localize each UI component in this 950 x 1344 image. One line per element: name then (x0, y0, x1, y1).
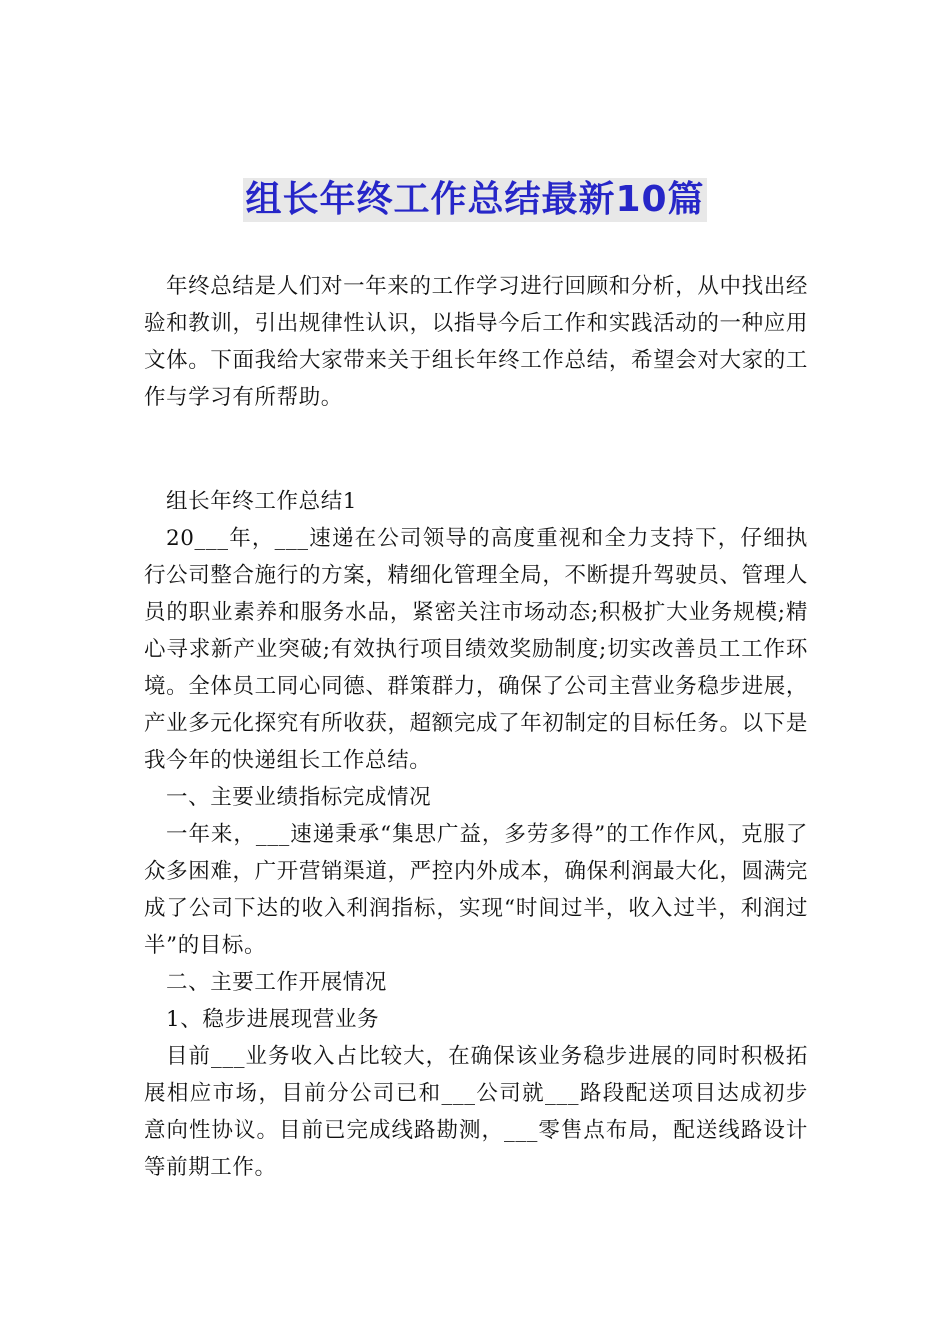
heading-1: 一、主要业绩指标完成情况 (166, 785, 432, 810)
paragraph-2: 一年来，___速递秉承“集思广益，多劳多得”的工作作风，克服了众多困难，广开营销渠道，严控内外成本，确保利润最大化，圆满完成了公司下达的收入利润指标，实现“时间过半，收入过半，利润过半”的目标。 (144, 822, 808, 958)
intro-paragraph: 年终总结是人们对一年来的工作学习进行回顾和分析，从中找出经验和教训，引出规律性认识，以指导今后工作和实践活动的一种应用文体。下面我给大家带来关于组长年终工作总结，希望会对大家的工作与学习有所帮助。 (144, 274, 808, 410)
document-title: 组长年终工作总结最新10篇 (245, 179, 705, 220)
paragraph-3: 目前___业务收入占比较大，在确保该业务稳步进展的同时积极拓展相应市场，目前分公司已和___公司就___路段配送项目达成初步意向性协议。目前已完成线路勘测，___零售点布局，配送线路设计等前期工作。 (144, 1044, 808, 1180)
section-title: 组长年终工作总结1 (166, 489, 358, 514)
main-block (144, 483, 808, 1186)
title-block (0, 178, 950, 222)
paragraph-1: 20___年，___速递在公司领导的高度重视和全力支持下，仔细执行公司整合施行的方案，精细化管理全局，不断提升驾驶员、管理人员的职业素养和服务水品，紧密关注市场动态;积极扩大业务规模;精心寻求新产业突破;有效执行项目绩效奖励制度;切实改善员工工作环境。全体员工同心同德、群策群力，确保了公司主营业务稳步进展，产业多元化探究有所收获，超额完成了年初制定的目标任务。以下是我今年的快递组长工作总结。 (144, 526, 808, 773)
heading-2: 二、主要工作开展情况 (166, 970, 388, 995)
heading-3: 1、稳步进展现营业务 (166, 1007, 380, 1032)
intro-block (144, 268, 808, 416)
